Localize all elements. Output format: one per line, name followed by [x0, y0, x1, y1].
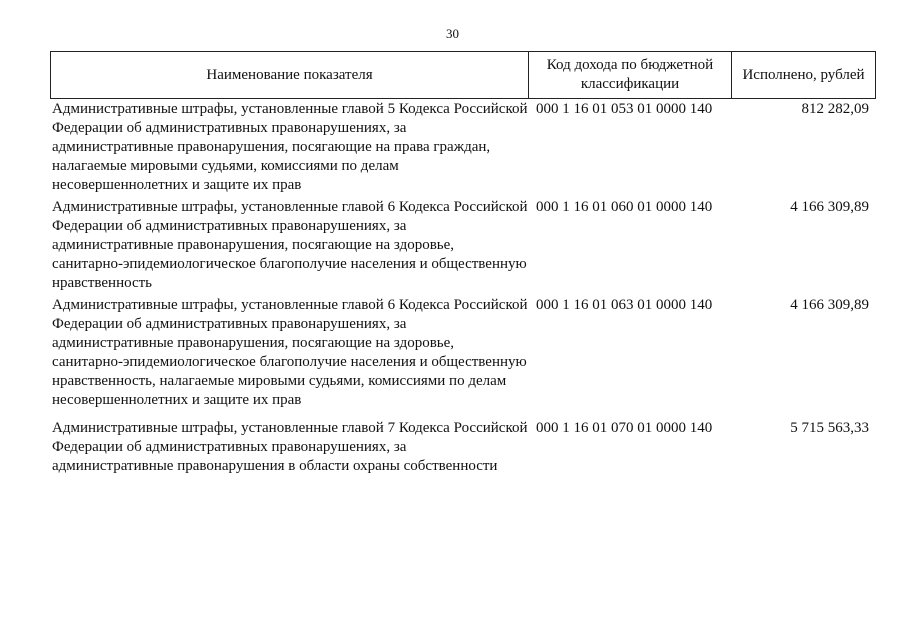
table-row: [50, 197, 876, 295]
row-code: 000 1 16 01 060 01 0000 140: [536, 199, 713, 215]
table-row: [50, 295, 876, 418]
row-amount: 812 282,09: [801, 101, 869, 117]
row-code: 000 1 16 01 053 01 0000 140: [536, 101, 713, 117]
page-number: 30: [446, 26, 459, 41]
row-name: Административные штрафы, установленные главой 6 Кодекса Российской Федерации об административных правонарушениях, за административные правонарушения, посягающие на здоровье, санитарно-эпидемиологическое благополучие населения и общественную нравственность: [52, 199, 528, 291]
header-amount: Исполнено, рублей: [742, 66, 865, 83]
row-code: 000 1 16 01 063 01 0000 140: [536, 297, 713, 313]
table-body: [50, 99, 876, 498]
table-header: [50, 51, 876, 99]
row-amount: 4 166 309,89: [790, 297, 869, 313]
header-code: Код дохода по бюджетной классификации: [529, 52, 732, 98]
table-row: [50, 418, 876, 498]
row-name: Административные штрафы, установленные главой 7 Кодекса Российской Федерации об административных правонарушениях, за административные правонарушения в области охраны собственности: [52, 420, 528, 474]
header-name: Наименование показателя: [51, 52, 529, 98]
row-code: 000 1 16 01 070 01 0000 140: [536, 420, 713, 436]
row-amount: 4 166 309,89: [790, 199, 869, 215]
table-row: [50, 99, 876, 197]
row-amount: 5 715 563,33: [790, 420, 869, 436]
row-name: Административные штрафы, установленные главой 5 Кодекса Российской Федерации об административных правонарушениях, за административные правонарушения, посягающие на права граждан, налагаемые мировыми судьями, комиссиями по делам несовершеннолетних и защите их прав: [52, 101, 528, 193]
row-name: Административные штрафы, установленные главой 6 Кодекса Российской Федерации об административных правонарушениях, за административные правонарушения, посягающие на здоровье, санитарно-эпидемиологическое благополучие населения и общественную нравственность, налагаемые мировыми судьями, комиссиями по делам несовершеннолетних и защите их прав: [52, 297, 528, 408]
